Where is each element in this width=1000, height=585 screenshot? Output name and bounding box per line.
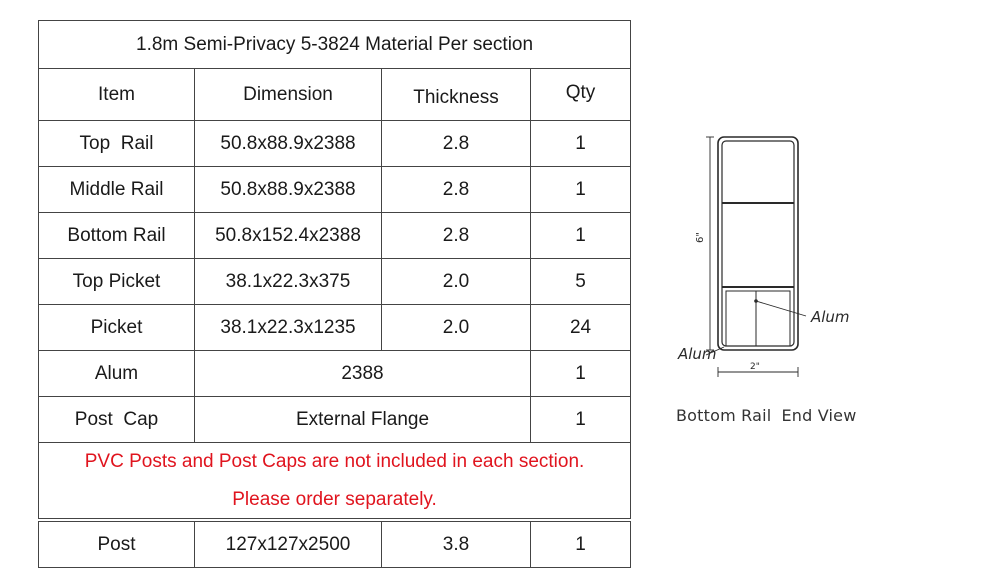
note-line-1: PVC Posts and Post Caps are not included in each section. (84, 451, 585, 473)
cell-qty: 1 (531, 522, 631, 568)
table-row (39, 121, 631, 167)
cell-item: Bottom Rail (39, 213, 195, 259)
note-row (39, 443, 631, 519)
cell-item: Top Rail (39, 121, 195, 167)
cell-dimension: 38.1x22.3x375 (195, 259, 382, 305)
cell-dimension: 127x127x2500 (195, 522, 382, 568)
header-item: Item (39, 69, 195, 121)
cell-thickness: 2.8 (382, 167, 531, 213)
cell-thickness: 3.8 (382, 522, 531, 568)
table-row (39, 351, 631, 397)
cell-qty: 5 (531, 259, 631, 305)
cell-dimension: 2388 (195, 351, 531, 397)
table-row (39, 259, 631, 305)
header-qty: Qty (531, 69, 631, 121)
cell-item: Top Picket (39, 259, 195, 305)
alum-callout-right: Alum (811, 308, 850, 326)
cell-item: Alum (39, 351, 195, 397)
note-line-2: Please order separately. (232, 488, 437, 510)
alum-callout-left: Alum (678, 345, 717, 363)
table-header-row (39, 69, 631, 121)
note-cell (39, 443, 631, 519)
post-table (38, 521, 631, 568)
material-table (38, 20, 631, 519)
table-row (39, 213, 631, 259)
table-row (39, 397, 631, 443)
height-dimension-label: 6" (695, 232, 706, 243)
bottom-rail-end-view-drawing (660, 120, 920, 390)
header-thickness: Thickness (382, 69, 531, 121)
drawing-caption (676, 406, 857, 425)
cell-item: Post Cap (39, 397, 195, 443)
cell-dimension: 38.1x22.3x1235 (195, 305, 382, 351)
cell-dimension: 50.8x88.9x2388 (195, 121, 382, 167)
cell-thickness: 2.0 (382, 305, 531, 351)
cell-qty: 1 (531, 397, 631, 443)
header-dimension: Dimension (195, 69, 382, 121)
width-dimension-label: 2" (750, 362, 760, 372)
cell-dimension: 50.8x152.4x2388 (195, 213, 382, 259)
table-row (39, 522, 631, 568)
table-title: 1.8m Semi-Privacy 5-3824 Material Per section (39, 21, 631, 69)
cell-item: Middle Rail (39, 167, 195, 213)
cell-qty: 1 (531, 351, 631, 397)
cell-qty: 1 (531, 121, 631, 167)
cell-qty: 1 (531, 213, 631, 259)
cell-qty: 1 (531, 167, 631, 213)
caption-bottom-rail: Bottom Rail (676, 406, 772, 425)
cell-thickness: 2.8 (382, 213, 531, 259)
cell-item: Picket (39, 305, 195, 351)
caption-end-view: End View (781, 406, 857, 425)
table-title-row (39, 21, 631, 69)
cell-qty: 24 (531, 305, 631, 351)
cell-thickness: 2.0 (382, 259, 531, 305)
cell-dimension: External Flange (195, 397, 531, 443)
cell-item: Post (39, 522, 195, 568)
cell-dimension: 50.8x88.9x2388 (195, 167, 382, 213)
cell-thickness: 2.8 (382, 121, 531, 167)
table-row (39, 167, 631, 213)
table-row (39, 305, 631, 351)
